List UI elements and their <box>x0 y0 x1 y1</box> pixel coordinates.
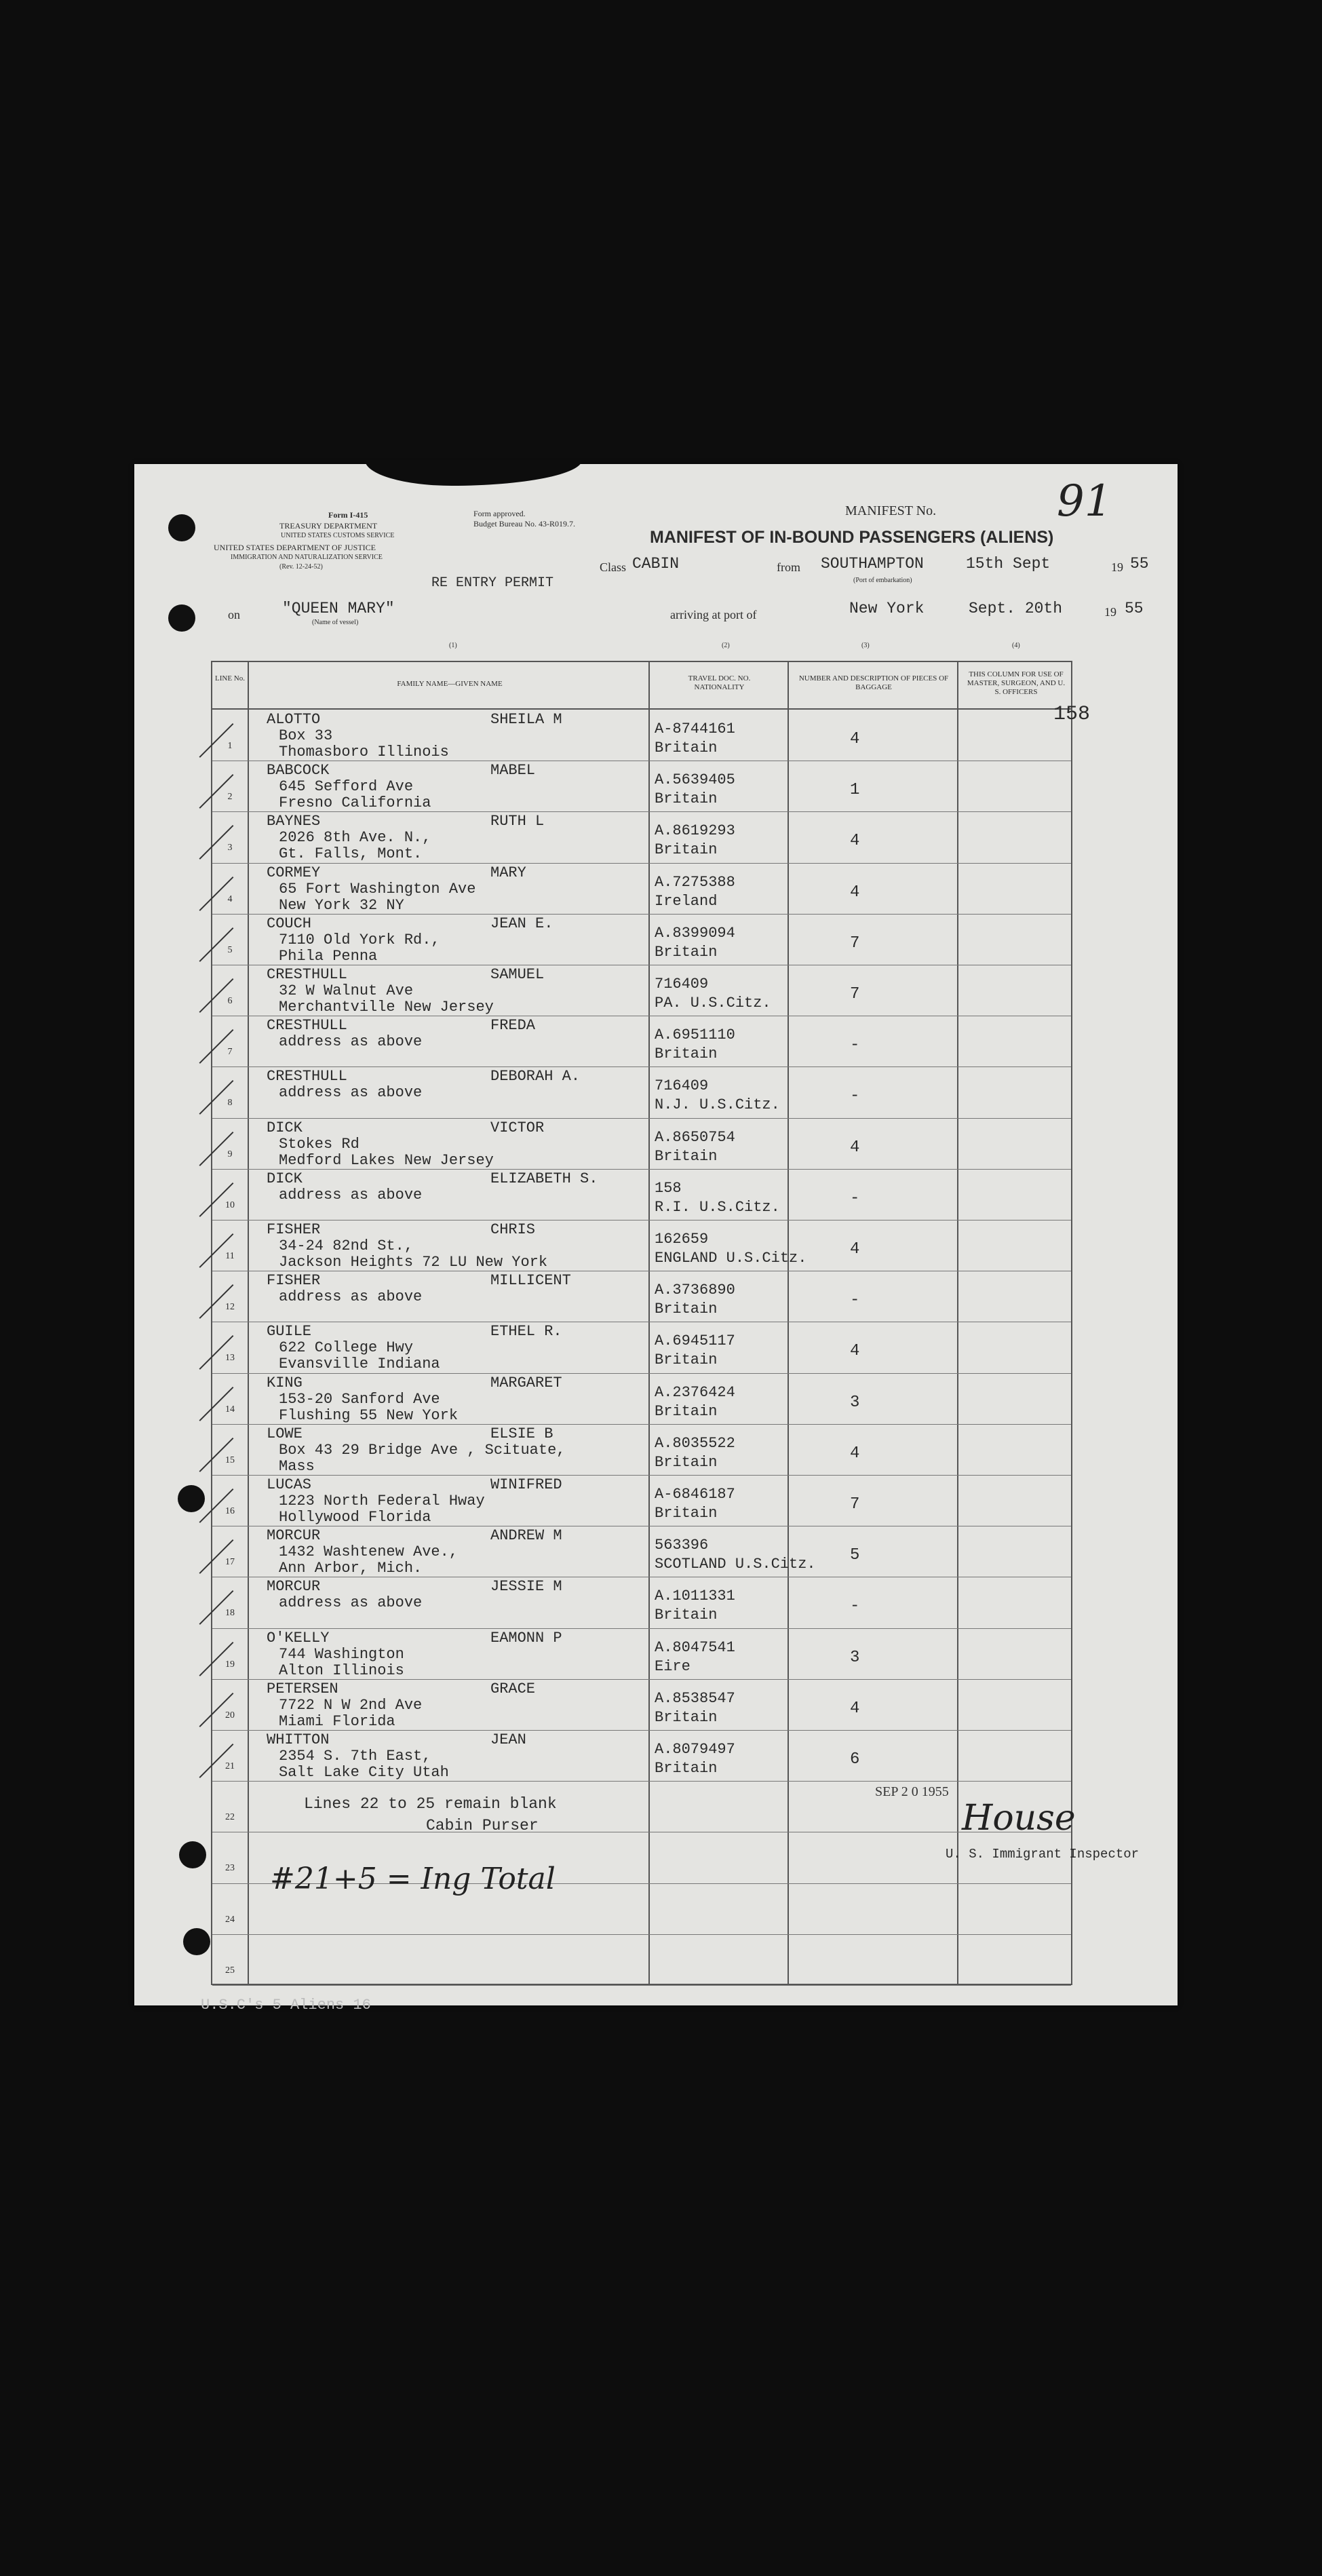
baggage-count: 3 <box>850 1648 860 1667</box>
line-number: 23 <box>225 1863 235 1874</box>
row-divider <box>212 1628 1071 1629</box>
nationality: Britain <box>655 1147 718 1165</box>
family-name: CRESTHULL <box>267 1068 347 1085</box>
travel-doc-number: A.8399094 <box>655 924 735 942</box>
baggage-count: - <box>850 1087 860 1106</box>
travel-doc-number: A.3736890 <box>655 1282 735 1299</box>
punch-hole <box>168 604 195 632</box>
address-line-2: Fresno California <box>279 794 431 812</box>
nationality: Britain <box>655 1301 718 1318</box>
travel-doc-number: A-6846187 <box>655 1486 735 1503</box>
departure-year-prefix: 19 <box>1111 560 1123 574</box>
address-line-2: Medford Lakes New Jersey <box>279 1151 494 1169</box>
family-name: LOWE <box>267 1425 303 1442</box>
family-name: CRESTHULL <box>267 1017 347 1035</box>
given-name: DEBORAH A. <box>490 1068 581 1085</box>
line-number: 14 <box>225 1404 235 1415</box>
line-number: 16 <box>225 1506 235 1516</box>
agency-3: UNITED STATES DEPARTMENT OF JUSTICE <box>214 543 376 552</box>
baggage-count: 4 <box>850 1444 860 1463</box>
remain-blank-note: Lines 22 to 25 remain blank <box>304 1795 557 1813</box>
row-divider <box>212 811 1071 812</box>
family-name: DICK <box>267 1170 303 1187</box>
given-name: WINIFRED <box>490 1476 562 1493</box>
family-name: FISHER <box>267 1272 321 1290</box>
baggage-count: 1 <box>850 781 860 800</box>
address-line-1: address as above <box>279 1084 423 1102</box>
line-number: 15 <box>225 1455 235 1465</box>
travel-doc-number: A.8047541 <box>655 1638 735 1656</box>
baggage-count: 6 <box>850 1750 860 1769</box>
family-name: DICK <box>267 1119 303 1136</box>
given-name: CHRIS <box>490 1221 536 1238</box>
travel-doc-number: A-8744161 <box>655 720 735 737</box>
nationality: N.J. U.S.Citz. <box>655 1096 780 1114</box>
baggage-header: NUMBER AND DESCRIPTION OF PIECES OF BAGGAGE <box>798 674 949 691</box>
given-name: EAMONN P <box>490 1629 562 1647</box>
address-line-2: New York 32 NY <box>279 896 404 914</box>
family-name: BAYNES <box>267 813 321 830</box>
revision: (Rev. 12-24-52) <box>279 563 323 571</box>
nationality: Britain <box>655 1505 718 1522</box>
address-line-1: address as above <box>279 1288 423 1306</box>
family-name: CORMEY <box>267 864 321 881</box>
approval-1: Form approved. <box>473 509 526 518</box>
baggage-count: - <box>850 1291 860 1310</box>
address-line-1: 32 W Walnut Ave <box>279 982 414 999</box>
row-divider <box>212 1679 1071 1680</box>
address-line-2: Phila Penna <box>279 947 378 965</box>
date-stamp: SEP 2 0 1955 <box>875 1784 949 1799</box>
col-number-4: (4) <box>1012 642 1020 649</box>
family-name: WHITTON <box>267 1731 330 1748</box>
col-divider <box>957 662 958 1984</box>
arrival-port: New York <box>849 600 925 617</box>
nationality: ENGLAND U.S.Citz. <box>655 1250 807 1267</box>
approval-2: Budget Bureau No. 43-R019.7. <box>473 519 575 528</box>
address-line-1: 153-20 Sanford Ave <box>279 1390 440 1408</box>
handwritten-total: #21+5 = Ing Total <box>270 1862 556 1896</box>
punch-hole <box>179 1841 206 1868</box>
address-line-1: 1223 North Federal Hway <box>279 1493 485 1510</box>
row-divider <box>212 1781 1071 1782</box>
inspector-label: U. S. Immigrant Inspector <box>946 1847 1140 1862</box>
nationality: Britain <box>655 1351 718 1369</box>
tally-note: U.S.C's 5 Aliens 16 <box>201 1997 371 2014</box>
family-name: O'KELLY <box>267 1629 330 1647</box>
address-line-2: Evansville Indiana <box>279 1356 440 1373</box>
col-number-1: (1) <box>449 642 457 649</box>
travel-doc-number: 162659 <box>655 1231 709 1248</box>
punch-hole <box>168 514 195 541</box>
family-name: CRESTHULL <box>267 966 347 983</box>
col-divider <box>788 662 789 1984</box>
address-line-1: 2354 S. 7th East, <box>279 1748 431 1765</box>
address-line-1: 2026 8th Ave. N., <box>279 829 431 847</box>
nationality: PA. U.S.Citz. <box>655 995 771 1012</box>
address-line-1: 7110 Old York Rd., <box>279 931 440 948</box>
address-line-2: Ann Arbor, Mich. <box>279 1560 423 1577</box>
line-number: 11 <box>225 1251 235 1261</box>
vessel-caption: (Name of vessel) <box>312 619 359 626</box>
nationality: Britain <box>655 790 718 808</box>
row-divider <box>212 1169 1071 1170</box>
row-divider <box>212 1475 1071 1476</box>
address-line-1: address as above <box>279 1033 423 1051</box>
line-number: 1 <box>227 741 233 751</box>
line-number: 4 <box>227 893 233 904</box>
address-line-2: Alton Illinois <box>279 1661 404 1679</box>
row-divider <box>212 914 1071 915</box>
travel-doc-number: A.8035522 <box>655 1434 735 1452</box>
officer-note: 158 <box>1053 703 1091 726</box>
name-header: FAMILY NAME—GIVEN NAME <box>397 680 503 688</box>
address-line-2: Jackson Heights 72 LU New York <box>279 1254 548 1271</box>
manifest-page <box>134 464 1178 2005</box>
address-line-1: address as above <box>279 1594 423 1612</box>
nationality: R.I. U.S.Citz. <box>655 1198 780 1216</box>
line-number: 9 <box>227 1149 233 1159</box>
row-divider <box>212 1985 1071 1986</box>
given-name: JEAN E. <box>490 915 553 932</box>
travel-doc-number: A.8650754 <box>655 1128 735 1146</box>
manifest-title: MANIFEST OF IN-BOUND PASSENGERS (ALIENS) <box>650 528 1054 547</box>
address-line-2: Hollywood Florida <box>279 1509 431 1526</box>
baggage-count: - <box>850 1597 860 1616</box>
line-number: 21 <box>225 1761 235 1771</box>
baggage-count: 4 <box>850 832 860 851</box>
nationality: Britain <box>655 841 718 859</box>
baggage-count: - <box>850 1036 860 1055</box>
given-name: ELSIE B <box>490 1425 553 1442</box>
family-name: GUILE <box>267 1323 312 1341</box>
travel-doc-number: A.7275388 <box>655 873 735 891</box>
port-of-embarkation: SOUTHAMPTON <box>821 555 924 573</box>
address-line-1: 622 College Hwy <box>279 1339 414 1357</box>
baggage-count: 3 <box>850 1393 860 1412</box>
line-number: 17 <box>225 1557 235 1568</box>
given-name: VICTOR <box>490 1119 545 1136</box>
arrival-date: Sept. 20th <box>969 600 1063 617</box>
manifest-no-label: MANIFEST No. <box>845 503 937 518</box>
arrival-year: 55 <box>1125 600 1144 617</box>
purser-label: Cabin Purser <box>426 1817 539 1834</box>
nationality: SCOTLAND U.S.Citz. <box>655 1556 816 1573</box>
line-no-header: LINE No. <box>215 674 245 683</box>
line-number: 3 <box>227 843 233 853</box>
travel-doc-number: A.5639405 <box>655 771 735 789</box>
row-divider <box>212 863 1071 864</box>
col-number-2: (2) <box>722 642 730 649</box>
agency-2: UNITED STATES CUSTOMS SERVICE <box>281 532 395 539</box>
travel-doc-header: TRAVEL DOC. NO. NATIONALITY <box>688 674 751 691</box>
line-number: 22 <box>225 1812 235 1823</box>
agency-4: IMMIGRATION AND NATURALIZATION SERVICE <box>231 554 383 561</box>
address-line-1: 65 Fort Washington Ave <box>279 880 476 898</box>
vessel-name: "QUEEN MARY" <box>282 600 395 617</box>
baggage-count: 4 <box>850 1699 860 1718</box>
nationality: Britain <box>655 1760 718 1777</box>
given-name: SHEILA M <box>490 711 562 728</box>
given-name: JEAN <box>490 1731 526 1748</box>
address-line-1: 7722 N W 2nd Ave <box>279 1696 423 1714</box>
line-number: 19 <box>225 1659 235 1670</box>
reentry-note: RE ENTRY PERMIT <box>431 575 554 591</box>
nationality: Britain <box>655 739 718 756</box>
nationality: Britain <box>655 1607 718 1624</box>
nationality: Britain <box>655 1402 718 1420</box>
address-line-1: address as above <box>279 1186 423 1204</box>
row-divider <box>212 1066 1071 1067</box>
class-value: CABIN <box>632 555 680 573</box>
given-name: RUTH L <box>490 813 545 830</box>
given-name: ANDREW M <box>490 1527 562 1545</box>
family-name: FISHER <box>267 1221 321 1238</box>
address-line-2: Salt Lake City Utah <box>279 1764 449 1781</box>
from-label: from <box>777 560 800 574</box>
given-name: SAMUEL <box>490 966 545 983</box>
punch-hole <box>178 1485 205 1512</box>
row-divider <box>212 1118 1071 1119</box>
line-number: 24 <box>225 1914 235 1925</box>
agency-1: TREASURY DEPARTMENT <box>279 521 378 531</box>
row-divider <box>212 1730 1071 1731</box>
family-name: KING <box>267 1374 303 1391</box>
baggage-count: 4 <box>850 1138 860 1157</box>
address-line-2: Flushing 55 New York <box>279 1406 459 1424</box>
officers-header: THIS COLUMN FOR USE OF MASTER, SURGEON, AND U. S. OFFICERS <box>967 670 1066 696</box>
given-name: MARY <box>490 864 526 881</box>
travel-doc-number: A.2376424 <box>655 1383 735 1401</box>
baggage-count: - <box>850 1189 860 1208</box>
travel-doc-number: A.8538547 <box>655 1689 735 1707</box>
row-divider <box>212 1373 1071 1374</box>
baggage-count: 4 <box>850 1240 860 1258</box>
address-line-2: Gt. Falls, Mont. <box>279 845 423 863</box>
row-divider <box>212 1424 1071 1425</box>
nationality: Eire <box>655 1657 691 1675</box>
col-divider <box>248 662 249 1984</box>
line-number: 25 <box>225 1965 235 1976</box>
travel-doc-number: 158 <box>655 1179 682 1197</box>
form-number: Form I-415 <box>328 510 368 520</box>
travel-doc-number: 563396 <box>655 1537 709 1554</box>
nationality: Ireland <box>655 892 718 910</box>
inspector-signature: House <box>962 1798 1076 1839</box>
given-name: FREDA <box>490 1017 536 1035</box>
family-name: BABCOCK <box>267 762 330 780</box>
travel-doc-number: 716409 <box>655 976 709 993</box>
travel-doc-number: A.8619293 <box>655 822 735 840</box>
travel-doc-number: A.6945117 <box>655 1332 735 1350</box>
nationality: Britain <box>655 1708 718 1726</box>
travel-doc-number: 716409 <box>655 1077 709 1095</box>
line-number: 18 <box>225 1608 235 1619</box>
given-name: MABEL <box>490 762 536 780</box>
family-name: LUCAS <box>267 1476 312 1493</box>
stamp-number: 91 <box>1057 476 1112 526</box>
address-line-1: Box 33 <box>279 727 333 744</box>
departure-date: 15th Sept <box>966 555 1051 573</box>
baggage-count: 7 <box>850 1495 860 1514</box>
col-divider <box>648 662 650 1984</box>
nationality: Britain <box>655 1453 718 1471</box>
address-line-1: Stokes Rd <box>279 1135 359 1153</box>
address-line-1: 34-24 82nd St., <box>279 1237 414 1254</box>
given-name: MILLICENT <box>490 1272 571 1290</box>
baggage-count: 4 <box>850 730 860 748</box>
address-line-1: 744 Washington <box>279 1645 404 1663</box>
line-number: 6 <box>227 996 233 1006</box>
line-number: 13 <box>225 1353 235 1364</box>
address-line-1: Box 43 29 Bridge Ave , Scituate, <box>279 1441 566 1459</box>
given-name: ETHEL R. <box>490 1323 562 1341</box>
address-line-2: Mass <box>279 1457 315 1475</box>
given-name: MARGARET <box>490 1374 562 1391</box>
line-number: 5 <box>227 944 233 955</box>
line-number: 20 <box>225 1710 235 1720</box>
address-line-2: Thomasboro Illinois <box>279 744 449 761</box>
torn-edge <box>365 460 582 486</box>
family-name: ALOTTO <box>267 711 321 728</box>
baggage-count: 4 <box>850 883 860 902</box>
line-number: 2 <box>227 792 233 803</box>
class-label: Class <box>600 560 627 574</box>
address-line-2: Miami Florida <box>279 1712 395 1730</box>
baggage-count: 7 <box>850 985 860 1003</box>
nationality: Britain <box>655 1045 718 1063</box>
baggage-count: 5 <box>850 1546 860 1565</box>
travel-doc-number: A.8079497 <box>655 1741 735 1758</box>
header-rule <box>212 708 1071 710</box>
row-divider <box>212 1934 1071 1935</box>
address-line-1: 1432 Washtenew Ave., <box>279 1543 459 1561</box>
travel-doc-number: A.1011331 <box>655 1588 735 1605</box>
col-number-3: (3) <box>861 642 870 649</box>
line-number: 10 <box>225 1199 235 1210</box>
family-name: MORCUR <box>267 1527 321 1545</box>
travel-doc-number: A.6951110 <box>655 1026 735 1044</box>
punch-hole <box>183 1928 210 1955</box>
given-name: GRACE <box>490 1680 536 1697</box>
family-name: MORCUR <box>267 1578 321 1596</box>
nationality: Britain <box>655 943 718 961</box>
baggage-count: 4 <box>850 1342 860 1361</box>
given-name: ELIZABETH S. <box>490 1170 598 1187</box>
family-name: COUCH <box>267 915 312 932</box>
on-label: on <box>228 608 240 621</box>
arrival-year-prefix: 19 <box>1104 605 1116 619</box>
line-number: 8 <box>227 1098 233 1109</box>
departure-year: 55 <box>1130 555 1149 573</box>
address-line-2: Merchantville New Jersey <box>279 999 494 1016</box>
family-name: PETERSEN <box>267 1680 338 1697</box>
port-caption: (Port of embarkation) <box>853 577 912 584</box>
line-number: 12 <box>225 1302 235 1313</box>
given-name: JESSIE M <box>490 1578 562 1596</box>
baggage-count: 7 <box>850 934 860 953</box>
arriving-label: arriving at port of <box>670 608 757 621</box>
line-number: 7 <box>227 1047 233 1058</box>
address-line-1: 645 Sefford Ave <box>279 778 414 796</box>
